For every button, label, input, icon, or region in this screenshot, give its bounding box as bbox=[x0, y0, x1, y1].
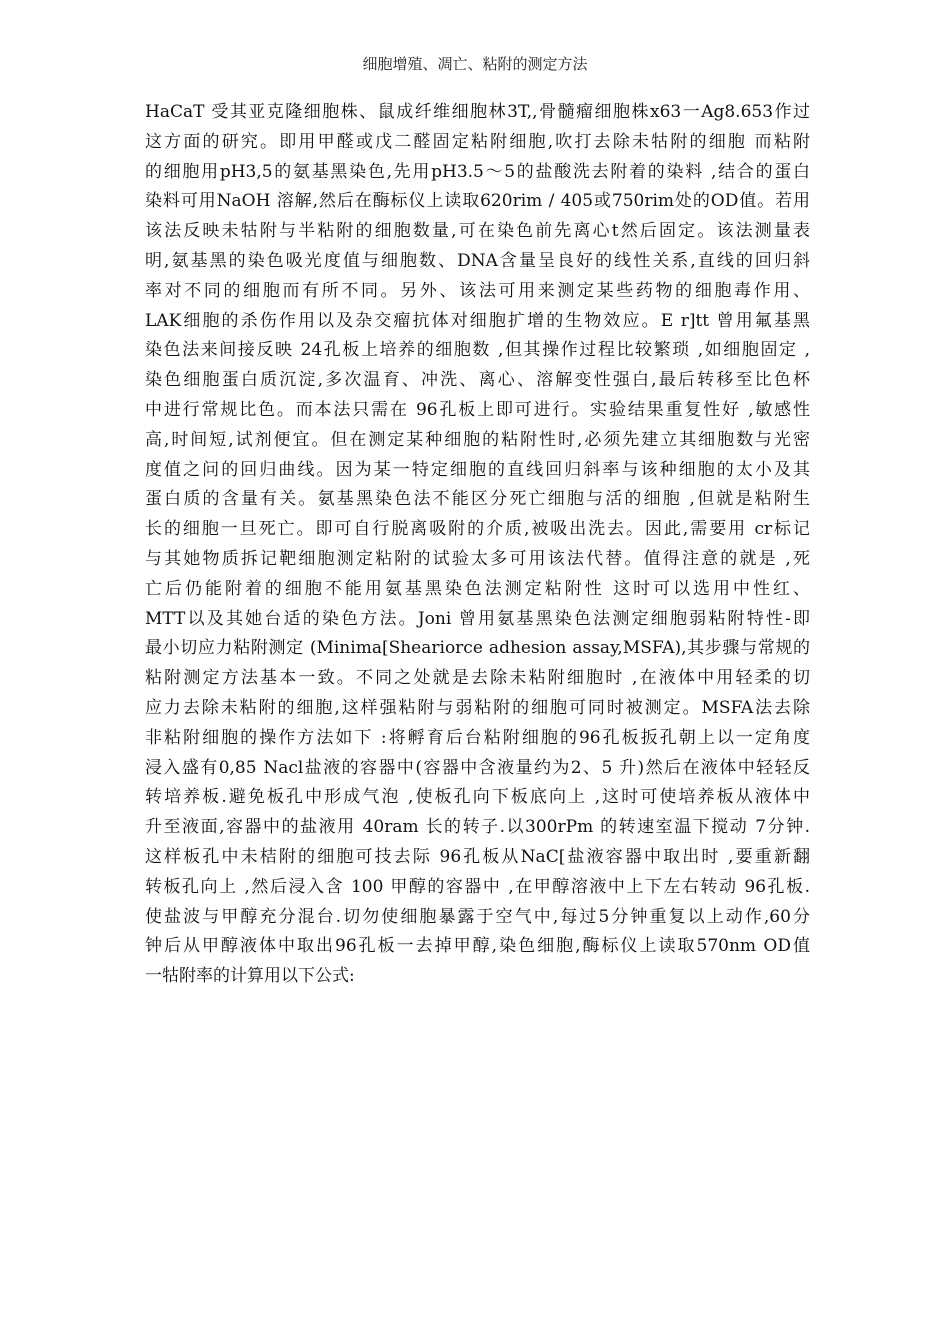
text-line: 长的细胞一旦死亡。即可自行脱离吸附的介质,被吸出洗去。因此,需要用 cr标记 bbox=[145, 519, 810, 540]
text-line: 染色法来间接反映 24孔板上培养的细胞数 ,但其操作过程比较繁琐 ,如细胞固定 , bbox=[145, 340, 810, 361]
text-line: 应力去除未粘附的细胞,这样强粘附与弱粘附的细胞可同时被测定。MSFA法去除 bbox=[145, 697, 810, 718]
text-line: 染色细胞蛋白质沉淀,多次温育、冲洗、离心、溶解变性强白,最后转移至比色杯 bbox=[145, 370, 810, 391]
text-line: 该法反映未牯附与半粘附的细胞数量,可在染色前先离心t然后固定。该法测量表 bbox=[145, 221, 810, 242]
text-line: 升至液面,容器中的盐液用 40ram 长的转子.以300rPm 的转速室温下搅动 7分钟. bbox=[145, 817, 810, 838]
text-line: 的细胞用pH3,5的氨基黑染色,先用pH3.5～5的盐酸洗去附着的染料 ,结合的蛋白 bbox=[145, 161, 810, 182]
text-line: 粘附测定方法基本一致。不同之处就是去除未粘附细胞时 ,在液体中用轻柔的切 bbox=[145, 668, 810, 689]
text-line: 一牯附率的计算用以下公式: bbox=[145, 966, 355, 987]
text-line: 转板孔向上 ,然后浸入含 100 甲醇的容器中 ,在甲醇溶液中上下左右转动 96孔板. bbox=[145, 876, 810, 897]
text-line: HaCaT 受其亚克隆细胞株、鼠成纤维细胞林3T,,骨髓瘤细胞株x63一Ag8.653作过 bbox=[145, 102, 810, 122]
text-line: 这方面的研究。即用甲醛或戊二醛固定粘附细胞,吹打去除未牯附的细胞 而粘附 bbox=[145, 131, 810, 152]
text-line: 与其她物质拆记靶细胞测定粘附的试验太多可用该法代替。值得注意的就是 ,死 bbox=[145, 548, 810, 569]
text-line: 率对不同的细胞而有所不同。另外、该法可用来测定某些药物的细胞毒作用、 bbox=[145, 280, 810, 301]
text-line: 蛋白质的含量有关。氨基黑染色法不能区分死亡细胞与活的细胞 ,但就是粘附生 bbox=[145, 489, 810, 510]
page-header: 细胞增殖、凋亡、粘附的测定方法 bbox=[362, 55, 588, 73]
text-line: 浸入盛有0,85 Nacl盐液的容器中(容器中含液量约为2、5 升)然后在液体中轻轻反 bbox=[145, 757, 810, 778]
body-text bbox=[145, 98, 810, 992]
text-line: 高,时间短,试剂便宜。但在测定某种细胞的粘附性时,必须先建立其细胞数与光密 bbox=[145, 429, 810, 450]
text-line: LAK细胞的杀伤作用以及杂交瘤抗体对细胞扩增的生物效应。E r]tt 曾用氟基黑 bbox=[145, 310, 810, 331]
text-line: 染料可用NaOH 溶解,然后在酶标仪上读取620rim / 405或750rim处的OD值。若用 bbox=[145, 191, 810, 212]
text-line: 非粘附细胞的操作方法如下 :将孵育后台粘附细胞的96孔板扳孔朝上以一定角度 bbox=[145, 727, 810, 748]
text-line: MTT以及其她台适的染色方法。Joni 曾用氨基黑染色法测定细胞弱粘附特性-即 bbox=[145, 608, 810, 629]
text-line: 度值之问的回归曲线。因为某一特定细胞的直线回归斜率与该种细胞的太小及其 bbox=[145, 459, 810, 480]
text-line: 亡后仍能附着的细胞不能用氨基黑染色法测定粘附性 这时可以选用中性红、 bbox=[145, 578, 810, 599]
text-line: 最小切应力粘附测定 (Minima[Sheariorce adhesion assay,MSFA),其步骤与常规的 bbox=[145, 638, 810, 659]
text-line: 使盐波与甲醇充分混台.切勿使细胞暴露于空气中,每过5分钟重复以上动作,60分 bbox=[145, 906, 810, 927]
text-line: 这样板孔中未桔附的细胞可技去际 96孔板从NaC[盐液容器中取出时 ,要重新翻 bbox=[145, 846, 810, 867]
text-line: 中进行常规比色。而本法只需在 96孔板上即可进行。实验结果重复性好 ,敏感性 bbox=[145, 399, 810, 420]
text-line: 明,氨基黑的染色吸光度值与细胞数、DNA含量呈良好的线性关系,直线的回归斜 bbox=[145, 250, 810, 271]
text-line: 钟后从甲醇液体中取出96孔板一去掉甲醇,染色细胞,酶标仪上读取570nm OD值 bbox=[145, 936, 810, 957]
text-line: 转培养板.避免板孔中形成气泡 ,使板孔向下板底向上 ,这时可使培养板从液体中 bbox=[145, 787, 810, 808]
